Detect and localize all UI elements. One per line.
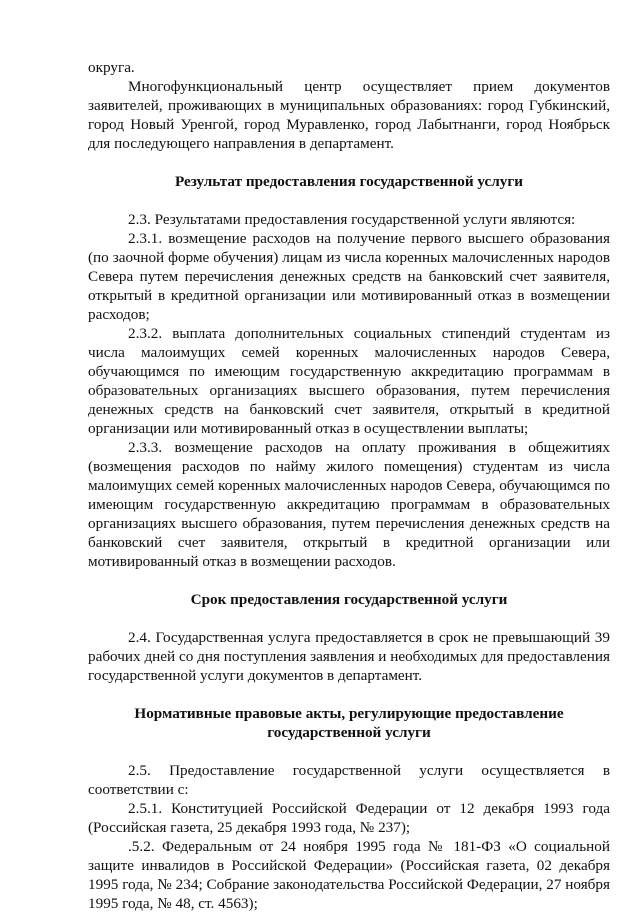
paragraph-2-5: 2.5. Предоставление государственной услуги осуществляется в соответствии с:	[88, 762, 610, 798]
intro-paragraph: Многофункциональный центр осуществляет прием документов заявителей, проживающих в муниципальных образованиях: город Губкинский, город Новый Уренгой, город Муравленко, город Лабытнанги, город Ноябрьск для последующего направления в департамент.	[88, 78, 610, 152]
paragraph-2-3-1: 2.3.1. возмещение расходов на получение первого высшего образования (по заочной форме обучения) лицам из числа коренных малочисленных народов Севера путем перечисления денежных средств на банковский счет заявителя, открытый в кредитной организации или мотивированный отказ в возмещении расходов;	[88, 230, 610, 323]
paragraph-2-5-1: 2.5.1. Конституцией Российской Федерации от 12 декабря 1993 года (Российская газета, 25 декабря 1993 года, № 237);	[88, 800, 610, 836]
heading-term: Срок предоставления государственной услуги	[190, 591, 508, 608]
paragraph-2-3-3: 2.3.3. возмещение расходов на оплату проживания в общежитиях (возмещения расходов по найму жилого помещения) студентам из числа малоимущих семей коренных малочисленных народов Севера, обучающимся по имеющим государственную аккредитацию программам в образовательных организациях высшего образования, путем перечисления денежных средств на банковский счет заявителя, открытый в кредитной организации или мотивированный отказ в возмещении расходов.	[88, 439, 610, 570]
document-page	[88, 58, 610, 913]
paragraph-2-4: 2.4. Государственная услуга предоставляется в срок не превышающий 39 рабочих дней со дня поступления заявления и необходимых для предоставления государственной услуги документов в департамент.	[88, 629, 610, 684]
intro-continuation: округа.	[88, 59, 135, 76]
paragraph-2-3-2: 2.3.2. выплата дополнительных социальных стипендий студентам из числа малоимущих семей коренных малочисленных народов Севера, обучающимся по имеющим государственную аккредитацию программам в образовательных организациях высшего образования, путем перечисления денежных средств на банковский счет заявителя, открытый в кредитной организации или мотивированный отказ в осуществлении выплаты;	[88, 325, 610, 437]
heading-result: Результат предоставления государственной услуги	[174, 173, 524, 190]
heading-acts-line2: государственной услуги	[267, 724, 431, 741]
heading-acts	[88, 704, 610, 742]
paragraph-2-3: 2.3. Результатами предоставления государственной услуги являются:	[128, 211, 576, 228]
heading-acts-line1: Нормативные правовые акты, регулирующие предоставление	[134, 705, 564, 722]
paragraph-2-5-2: .5.2. Федеральным от 24 ноября 1995 года № 181-ФЗ «О социальной защите инвалидов в Российской Федерации» (Российская газета, 02 декабря 1995 года, № 234; Собрание законодательства Российской Федерации, 27 ноября 1995 года, № 48, ст. 4563);	[88, 838, 610, 912]
